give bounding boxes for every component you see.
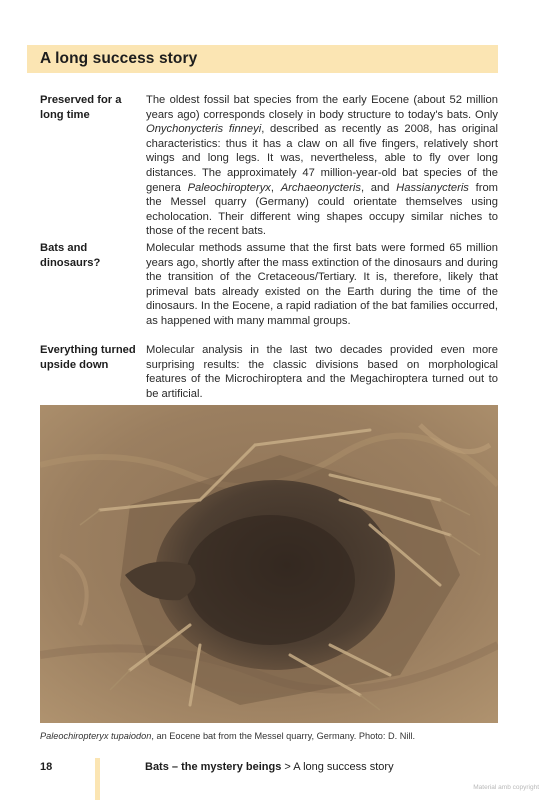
- section-paragraph: Molecular methods assume that the first bats were formed 65 million years ago, shortly after the mass extinction of the dinosaurs and during the transition of the Cretaceous/Tertiary. It is, therefore, likely that primeval bats already existed on the Earth during the time of the dinosaurs. In the Eocene, a rapid radiation of the bat families occurred, as happened with many mammal groups.: [146, 242, 498, 327]
- book-title: Bats – the mystery beings: [145, 761, 282, 773]
- footer-accent-bar: [95, 758, 100, 800]
- photo-caption: [40, 730, 498, 742]
- caption-species: Paleochiropteryx tupaiodon: [40, 731, 152, 741]
- genus-name: Hassianycteris: [396, 181, 469, 194]
- section-upside-down: [40, 343, 498, 400]
- page-title: A long success story: [40, 50, 198, 67]
- section-label: Everything turned upside down: [40, 344, 136, 371]
- fossil-bat-photo: [40, 405, 498, 723]
- section-paragraph: The oldest fossil bat species from the early Eocene (about 52 million years ago) corresponds closely in body structure to today's bats. Only Onychonycteris finneyi, described as recently as 2008, has original characteristics: thus it has a claw on all five fingers, relatively short wings and long legs. It was, nevertheless, able to fly over long distances. The approximately 47 million-year-old bat species of the genera Paleochiropteryx, Archaeonycteris, and Hassianycteris from the Messel quarry (Germany) could orientate themselves using echolocation. Their different wing shapes occupy similar niches to those of the recent bats.: [146, 94, 498, 238]
- running-footer: [145, 761, 394, 773]
- chapter-title: A long success story: [293, 761, 394, 773]
- genus-name: Archaeonycteris: [280, 181, 361, 194]
- page-number: 18: [40, 761, 53, 773]
- section-dinosaurs: [40, 241, 498, 331]
- caption-text: , an Eocene bat from the Messel quarry, Germany. Photo: D. Nill.: [151, 731, 416, 741]
- species-name: Onychonycteris finneyi: [146, 123, 262, 136]
- genus-name: Paleochiropteryx: [187, 181, 271, 194]
- section-preserved: [40, 93, 498, 238]
- section-label: Bats and dinosaurs?: [40, 242, 101, 269]
- section-paragraph: Molecular analysis in the last two decades provided even more surprising results: the classic divisions based on morphological features of the Microchiroptera and the Megachiroptera turned out to be artificial.: [146, 344, 498, 400]
- breadcrumb-separator: >: [284, 761, 291, 773]
- section-label: Preserved for a long time: [40, 94, 122, 121]
- title-bar: [27, 45, 498, 73]
- fossil-bat-image: [40, 405, 498, 723]
- copyright-watermark: Material amb copyright: [473, 784, 539, 791]
